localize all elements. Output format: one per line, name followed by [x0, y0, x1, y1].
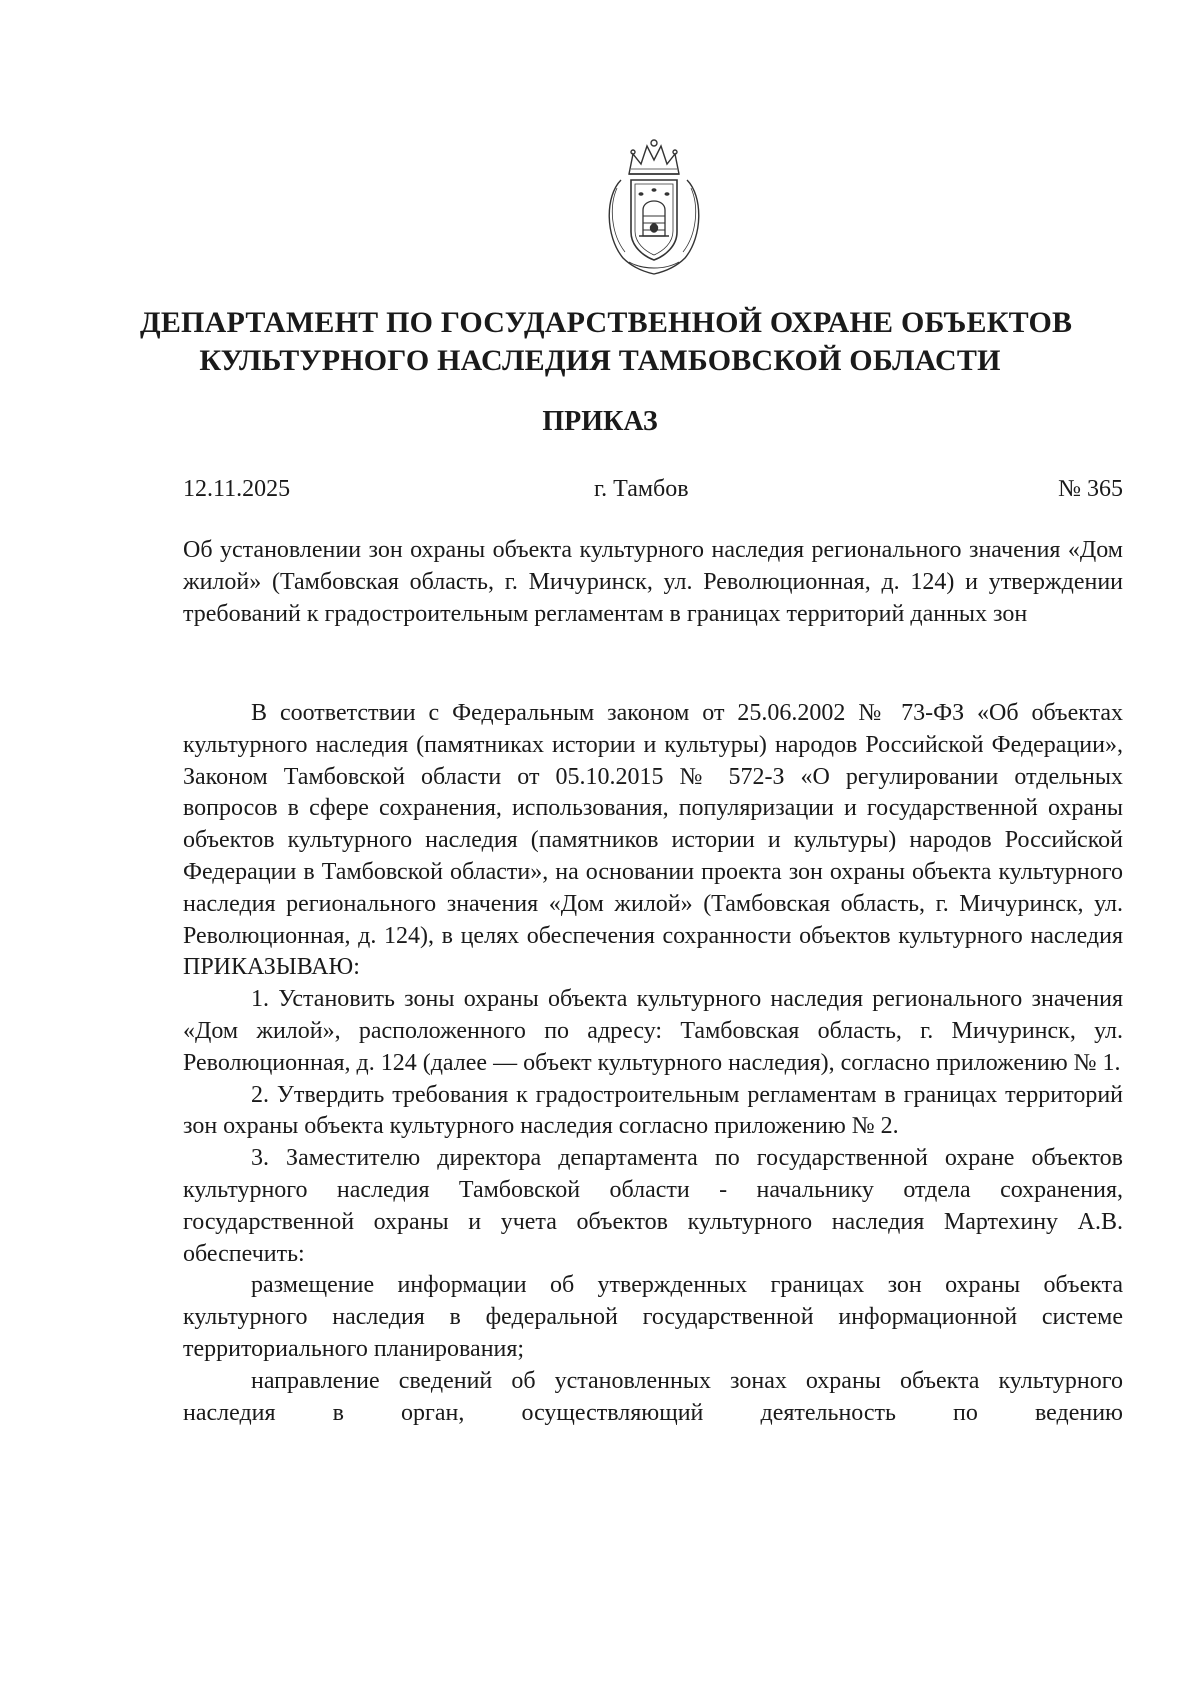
document-date: 12.11.2025	[183, 476, 291, 502]
preamble-paragraph: В соответствии с Федеральным законом от 25.06.2002 № 73-ФЗ «Об объектах культурного наследия (памятниках истории и культуры) народов Российской Федерации», Законом Тамбовской области от 05.10.2015 № 572-З «О регулировании отдельных вопросов в сфере сохранения, использования, популяризации и государственной охраны объектов культурного наследия (памятников истории и культуры) народов Российской Федерации в Тамбовской области», на основании проекта зон охраны объекта культурного наследия регионального значения «Дом жилой» (Тамбовская область, г. Мичуринск, ул. Революционная, д. 124), в целях обеспечения сохранности объектов культурного наследия ПРИКАЗЫВАЮ:	[183, 700, 1123, 981]
order-item-3-subitem-1: размещение информации об утвержденных границах зон охраны объекта культурного наследия в федеральной государственной информационной системе территориального планирования;	[183, 1272, 1123, 1362]
document-body	[183, 698, 1123, 1429]
order-item-3-subitem-2: направление сведений об установленных зонах охраны объекта культурного наследия в орган, осуществляющий деятельность по ведению	[183, 1367, 1123, 1426]
document-meta-row	[183, 471, 1123, 511]
document-type-heading: ПРИКАЗ	[542, 406, 658, 437]
document-number: № 365	[1058, 476, 1123, 502]
document-subject: Об установлении зон охраны объекта культурного наследия регионального значения «Дом жилой» (Тамбовская область, г. Мичуринск, ул. Революционная, д. 124) и утверждении требований к градостроительным регламентам в границах территорий данных зон	[183, 537, 1123, 627]
department-title-line-2: КУЛЬТУРНОГО НАСЛЕДИЯ ТАМБОВСКОЙ ОБЛАСТИ	[199, 344, 1001, 377]
order-item-2: 2. Утвердить требования к градостроительным регламентам в границах территорий зон охраны объекта культурного наследия согласно приложению № 2.	[183, 1081, 1123, 1140]
department-title	[140, 304, 1073, 380]
order-item-1: 1. Установить зоны охраны объекта культурного наследия регионального значения «Дом жилой», расположенного по адресу: Тамбовская область, г. Мичуринск, ул. Революционная, д. 124 (далее — объект культурного наследия), согласно приложению № 1.	[183, 986, 1123, 1076]
department-title-line-1: ДЕПАРТАМЕНТ ПО ГОСУДАРСТВЕННОЙ ОХРАНЕ ОБЪЕКТОВ	[140, 306, 1073, 339]
coat-of-arms-icon	[599, 136, 709, 276]
document-city: г. Тамбов	[594, 476, 689, 502]
order-item-3: 3. Заместителю директора департамента по государственной охране объектов культурного наследия Тамбовской области - начальнику отдела сохранения, государственной охраны и учета объектов культурного наследия Мартехину А.В. обеспечить:	[183, 1145, 1123, 1267]
